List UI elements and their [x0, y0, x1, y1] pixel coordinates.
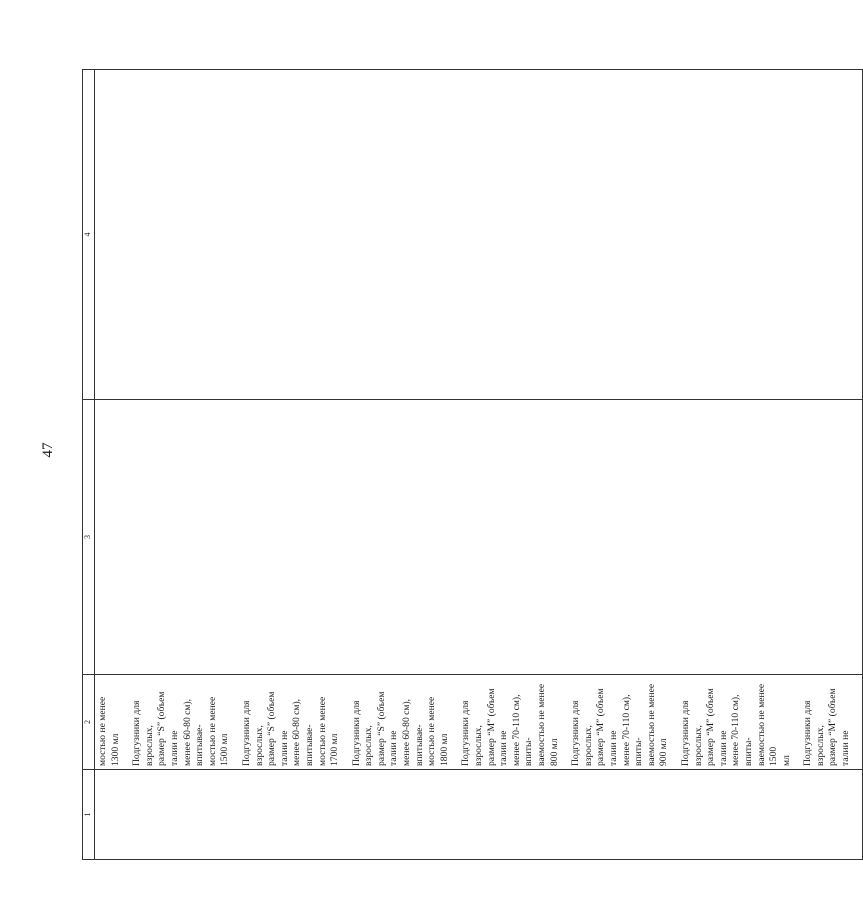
col1-cell	[95, 770, 863, 860]
table-header-row	[83, 70, 95, 860]
doc-table	[82, 69, 863, 860]
list-item	[351, 677, 452, 766]
list-item	[460, 677, 561, 766]
entry-line: размер “S” (объем талии не	[156, 691, 180, 766]
entry-line: Подгузники для взрослых,	[131, 700, 155, 766]
entry-line: Подгузники для взрослых,	[350, 700, 375, 766]
list-item	[131, 677, 232, 766]
entry-line: размер “M” (объем талии не	[705, 688, 729, 766]
col-header-4: 4	[83, 70, 95, 400]
list-item	[680, 677, 793, 766]
entry-line: менее 70-110 см), впиты-	[620, 694, 645, 766]
entry-line: мостью не менее 1800 мл	[426, 696, 450, 766]
entry-line: менее 70-110 см), впиты-	[510, 694, 535, 766]
col-header-3: 3	[83, 400, 95, 675]
entry-line: ваемостью не менее 1500	[755, 683, 780, 766]
list-item	[241, 677, 342, 766]
col2-cell	[95, 675, 863, 770]
page-number: 47	[40, 442, 56, 458]
entry-line: мостью не менее 1300 мл	[97, 696, 121, 766]
entry-line: размер “M” (объем талии не	[827, 688, 852, 766]
entry-line: размер “M” (объем талии не	[595, 688, 619, 766]
entry-line: ваемостью не менее 900 мл	[645, 683, 670, 766]
entry-line: мостью не менее 1700 мл	[316, 696, 341, 766]
entry-line: менее 60-80 см), впитывае-	[401, 698, 425, 766]
col-header-1: 1	[83, 770, 95, 860]
col4-cell	[95, 70, 863, 400]
entry-line: Подгузники для взрослых,	[570, 700, 594, 766]
entry-line: ваемостью не менее 800 мл	[536, 683, 560, 766]
list-item	[570, 677, 671, 766]
entry-line: размер “S” (объем талии не	[266, 691, 290, 766]
col-header-2: 2	[83, 675, 95, 770]
entry-line: мл	[780, 755, 792, 766]
entry-line: размер “S” (объем талии не	[375, 691, 400, 766]
entry-line: Подгузники для взрослых,	[802, 700, 826, 766]
entry-line: Подгузники для взрослых,	[679, 700, 704, 766]
list-item	[802, 677, 852, 766]
entry-line: менее 60-80 см), впитывае-	[291, 698, 315, 766]
entry-line: Подгузники для взрослых,	[240, 700, 265, 766]
col3-cell	[95, 400, 863, 675]
list-item	[97, 677, 122, 766]
entry-line: менее 70-110 см), впиты-	[730, 694, 754, 766]
entry-line: мостью не менее 1500 мл	[206, 696, 231, 766]
entry-line: размер “M” (объем талии не	[485, 688, 510, 766]
entry-line: менее 60-80 см), впитывае-	[181, 698, 206, 766]
table-body-row	[95, 70, 863, 860]
entry-line: Подгузники для взрослых,	[460, 700, 485, 766]
rotated-table-wrapper	[82, 70, 852, 860]
